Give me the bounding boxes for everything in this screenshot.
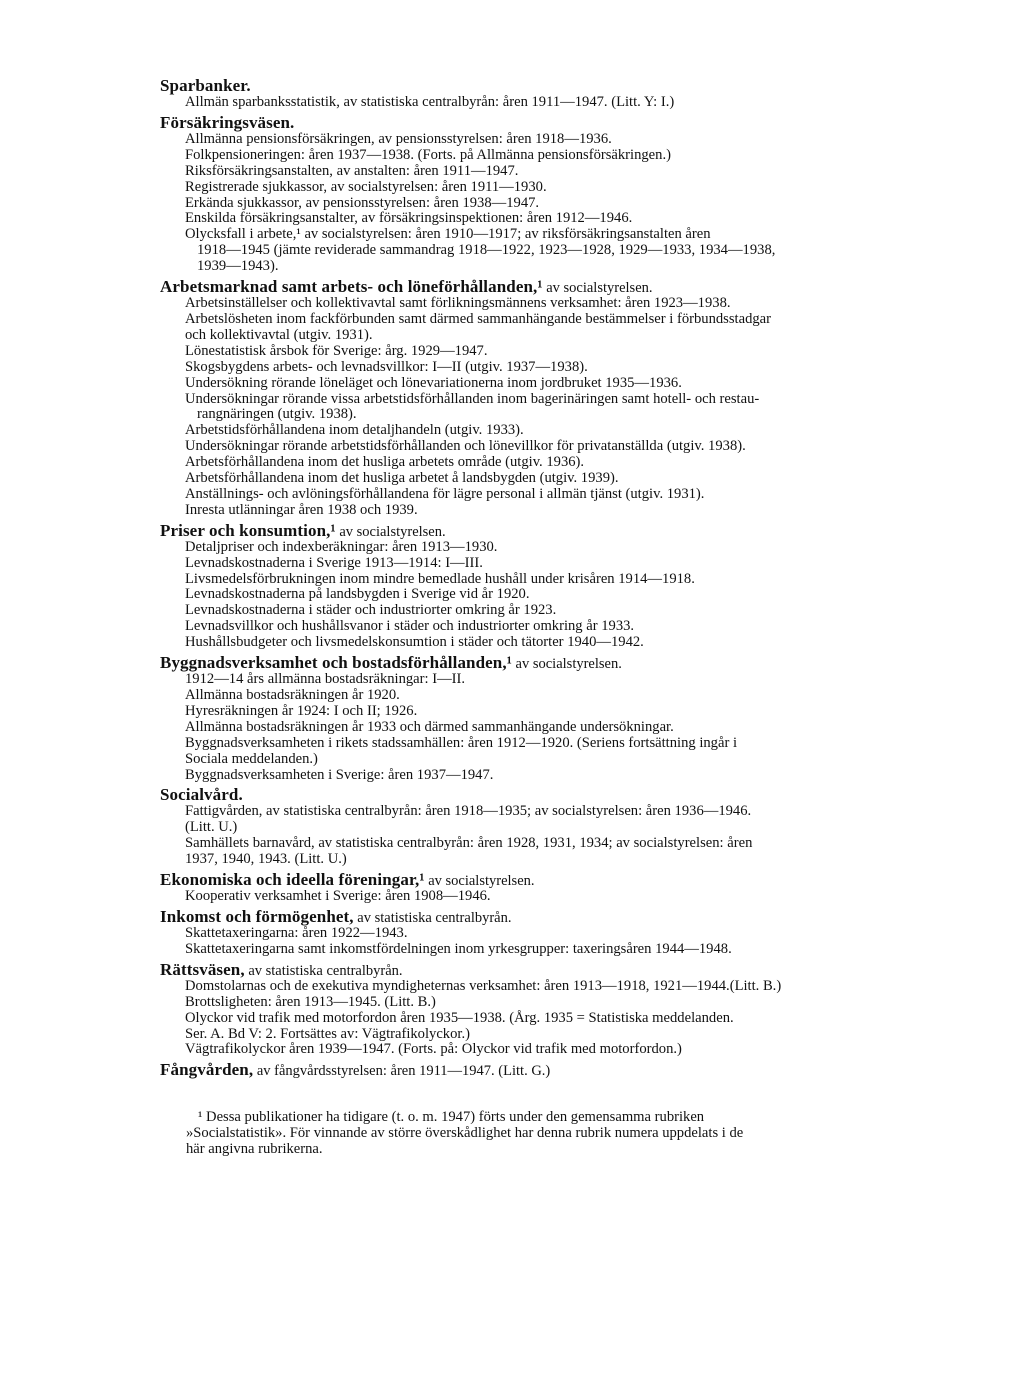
footnote-line: här angivna rubrikerna.	[186, 1141, 323, 1158]
footnote-line: ¹ Dessa publikationer ha tidigare (t. o. m. 1947) förts under den gemensamma rubriken	[198, 1109, 705, 1126]
section-heading-line	[160, 787, 964, 804]
publication-entry: Levnadskostnaderna i Sverige 1913—1914: I—III.	[185, 554, 483, 571]
publication-entry: Allmän sparbanksstatistik, av statistiska centralbyrån: åren 1911—1947. (Litt. Y: I.)	[185, 94, 675, 110]
publication-entry: Domstolarnas och de exekutiva myndigheternas verksamhet: åren 1913—1918, 1921—1944.(Litt. B.)	[185, 977, 782, 994]
publication-entry: Arbetsinställelser och kollektivavtal samt förlikningsmännens verksamhet: åren 1923—1938.	[185, 295, 731, 312]
publication-entry: Ser. A. Bd V: 2. Fortsättes av: Vägtrafikolyckor.)	[185, 1025, 470, 1042]
publication-entry: 1939—1943).	[197, 258, 279, 275]
publication-entry: Sociala meddelanden.)	[185, 750, 318, 767]
publication-entry: Fattigvården, av statistiska centralbyrån: åren 1918—1935; av socialstyrelsen: åren 1936—1946.	[185, 803, 752, 820]
publication-entry: Levnadsvillkor och hushållsvanor i städer och industriorter omkring år 1933.	[185, 618, 635, 635]
publication-entry: Byggnadsverksamheten i rikets stadssamhällen: åren 1912—1920. (Seriens fortsättning ingår i	[185, 734, 738, 751]
section-heading-publisher: av socialstyrelsen.	[511, 656, 622, 673]
publication-entry: 1918—1945 (jämte reviderade sammandrag 1918—1922, 1923—1928, 1929—1933, 1934—1938,	[197, 242, 776, 259]
section	[160, 520, 964, 651]
publication-entry: Riksförsäkringsanstalten, av anstalten: åren 1911—1947.	[185, 162, 519, 179]
section-heading: Ekonomiska och ideella föreningar,¹	[160, 870, 425, 890]
section-heading-line	[160, 872, 964, 889]
section-heading-publisher: av socialstyrelsen.	[335, 523, 446, 540]
section	[160, 279, 964, 519]
publication-entry: Arbetstidsförhållandena inom detaljhandeln (utgiv. 1933).	[185, 422, 524, 439]
section-heading-publisher: av socialstyrelsen.	[542, 280, 653, 297]
publication-entry: Levnadskostnaderna på landsbygden i Sverige vid år 1920.	[185, 586, 530, 603]
publication-entry: Kooperativ verksamhet i Sverige: åren 1908—1946.	[185, 888, 491, 905]
section-heading: Rättsväsen,	[160, 959, 245, 979]
publication-entry: Skattetaxeringarna samt inkomstfördelningen inom yrkesgrupper: taxeringsåren 1944—1948.	[185, 940, 732, 957]
section-heading-line	[160, 78, 964, 95]
publication-entry: Byggnadsverksamheten i Sverige: åren 1937—1947.	[185, 766, 494, 783]
publication-entry: Inresta utlänningar åren 1938 och 1939.	[185, 501, 418, 518]
section-heading: Sparbanker.	[160, 76, 251, 95]
section-heading-line	[160, 279, 964, 296]
section-heading-publisher: av socialstyrelsen.	[424, 873, 535, 890]
publication-entry: Levnadskostnaderna i städer och industriorter omkring år 1923.	[185, 602, 557, 619]
publication-entry: Allmänna pensionsförsäkringen, av pensionsstyrelsen: åren 1918—1936.	[185, 130, 612, 147]
section-heading-line	[160, 1062, 964, 1079]
publication-entry: Allmänna bostadsräkningen år 1920.	[185, 687, 400, 703]
publication-entry: Livsmedelsförbrukningen inom mindre bemedlade hushåll under krisåren 1914—1918.	[185, 570, 695, 587]
publication-entry: Undersökning rörande löneläget och lönevariationerna inom jordbruket 1935—1936.	[185, 374, 682, 391]
publication-entry: Enskilda försäkringsanstalter, av försäkringsinspektionen: åren 1912—1946.	[185, 210, 633, 227]
publication-entry: Allmänna bostadsräkningen år 1933 och därmed sammanhängande undersökningar.	[185, 718, 674, 735]
section	[160, 112, 964, 275]
publication-entry: Undersökningar rörande arbetstidsförhållanden och lönevillkor för privatanställda (utgiv. 1938).	[185, 438, 746, 455]
section-heading-line	[160, 520, 964, 540]
publication-entry: Olyckor vid trafik med motorfordon åren 1935—1938. (Årg. 1935 = Statistiska meddelanden.	[185, 1009, 734, 1026]
section-heading: Socialvård.	[160, 785, 243, 805]
publication-entry: Folkpensioneringen: åren 1937—1938. (Forts. på Allmänna pensionsförsäkringen.)	[185, 146, 671, 163]
section-heading: Inkomst och förmögenhet,	[160, 906, 354, 926]
publication-entry: Lönestatistisk årsbok för Sverige: årg. 1929—1947.	[185, 342, 488, 359]
publication-entry: 1912—14 års allmänna bostadsräkningar: I—II.	[185, 671, 466, 688]
publication-entry: Detaljpriser och indexberäkningar: åren 1913—1930.	[185, 538, 498, 555]
section	[160, 872, 964, 905]
publication-entry: Hushållsbudgeter och livsmedelskonsumtion i städer och tätorter 1940—1942.	[185, 634, 644, 651]
section-heading-line	[160, 112, 964, 132]
publication-entry: Registrerade sjukkassor, av socialstyrelsen: åren 1911—1930.	[185, 178, 547, 195]
publication-entry: (Litt. U.)	[185, 819, 238, 836]
section	[160, 1062, 964, 1079]
section-heading: Försäkringsväsen.	[160, 112, 295, 132]
publication-entry: och kollektivavtal (utgiv. 1931).	[185, 326, 373, 343]
publication-entry: rangnäringen (utgiv. 1938).	[197, 406, 357, 423]
section-heading: Arbetsmarknad samt arbets- och löneförhållanden,¹	[160, 277, 543, 297]
section-heading-line	[160, 655, 964, 672]
publication-entry: Erkända sjukkassor, av pensionsstyrelsen: åren 1938—1947.	[185, 194, 540, 211]
section-heading-publisher: av statistiska centralbyrån.	[353, 909, 512, 926]
section-heading-line	[160, 959, 964, 979]
publication-entry: 1937, 1940, 1943. (Litt. U.)	[185, 851, 347, 868]
section-heading: Fångvården,	[160, 1060, 254, 1080]
section	[160, 787, 964, 868]
section-heading: Byggnadsverksamhet och bostadsförhållanden,¹	[160, 653, 512, 673]
publication-entry: Skattetaxeringarna: åren 1922—1943.	[185, 924, 408, 941]
publication-entry: Hyresräkningen år 1924: I och II; 1926.	[185, 702, 418, 719]
section-heading-publisher: av statistiska centralbyrån.	[244, 962, 403, 979]
publication-entry: Anställnings- och avlöningsförhållandena för lägre personal i allmän tjänst (utgiv. 1931).	[185, 485, 705, 502]
publication-entry: Olycksfall i arbete,¹ av socialstyrelsen: åren 1910—1917; av riksförsäkringsanstalten åren	[185, 226, 711, 243]
section-heading: Priser och konsumtion,¹	[160, 520, 336, 540]
section	[160, 78, 964, 111]
section-heading-publisher: av fångvårdsstyrelsen: åren 1911—1947. (Litt. G.)	[253, 1063, 551, 1080]
section	[160, 655, 964, 783]
footnote	[160, 1109, 966, 1157]
section-heading-line	[160, 906, 964, 926]
publication-entry: Arbetsförhållandena inom det husliga arbetets område (utgiv. 1936).	[185, 454, 585, 471]
publication-list	[160, 78, 964, 1079]
publication-entry: Arbetsförhållandena inom det husliga arbetet å landsbygden (utgiv. 1939).	[185, 470, 619, 487]
publication-entry: Samhällets barnavård, av statistiska centralbyrån: åren 1928, 1931, 1934; av socialstyrelsen: åren	[185, 835, 753, 852]
publication-entry: Undersökningar rörande vissa arbetstidsförhållanden inom bagerinäringen samt hotell- och restau-	[185, 390, 760, 407]
footnote-line: »Socialstatistik». För vinnande av större överskådlighet har denna rubrik numera uppdelats i de	[186, 1125, 744, 1142]
publication-entry: Skogsbygdens arbets- och levnadsvillkor: I—II (utgiv. 1937—1938).	[185, 358, 588, 375]
section	[160, 959, 964, 1059]
publication-entry: Vägtrafikolyckor åren 1939—1947. (Forts. på: Olyckor vid trafik med motorfordon.)	[185, 1041, 682, 1058]
section	[160, 906, 964, 958]
publication-entry: Arbetslösheten inom fackförbunden samt därmed sammanhängande bestämmelser i förbundsstadgar	[185, 310, 772, 327]
publication-entry: Brottsligheten: åren 1913—1945. (Litt. B.)	[185, 993, 436, 1010]
